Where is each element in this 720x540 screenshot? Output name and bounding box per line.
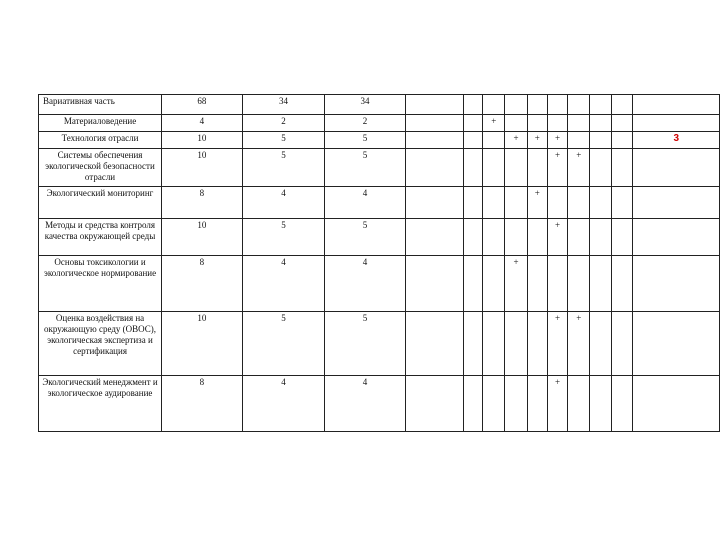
semester-mark-cell [527, 219, 547, 256]
semester-mark-cell [463, 115, 483, 132]
semester-mark-cell [611, 95, 633, 115]
practice-hours-cell: 5 [325, 132, 406, 149]
semester-mark-cell [611, 115, 633, 132]
semester-mark-cell [405, 149, 463, 187]
semester-mark-cell [527, 312, 547, 376]
credit-units-cell [633, 95, 720, 115]
semester-mark-cell [483, 376, 505, 432]
semester-mark-cell [505, 312, 528, 376]
semester-mark-cell: + [568, 149, 590, 187]
semester-mark-cell: + [505, 132, 528, 149]
total-hours-cell: 8 [162, 187, 243, 219]
table-row [39, 115, 720, 132]
semester-mark-cell [590, 376, 612, 432]
discipline-name: Основы токсикологии и экологическое нормирование [39, 256, 162, 312]
semester-mark-cell: + [527, 187, 547, 219]
semester-mark-cell [463, 312, 483, 376]
credit-units-cell: 3 [633, 132, 720, 149]
practice-hours-cell: 4 [325, 376, 406, 432]
table-row [39, 95, 720, 115]
semester-mark-cell [568, 187, 590, 219]
total-hours-cell: 10 [162, 149, 243, 187]
table-row [39, 187, 720, 219]
semester-mark-cell [483, 95, 505, 115]
semester-mark-cell [568, 376, 590, 432]
credit-units-cell [633, 256, 720, 312]
semester-mark-cell: + [547, 376, 568, 432]
semester-mark-cell [547, 256, 568, 312]
semester-mark-cell [463, 376, 483, 432]
lecture-hours-cell: 5 [242, 312, 325, 376]
semester-mark-cell [611, 132, 633, 149]
semester-mark-cell: + [547, 219, 568, 256]
discipline-name: Экологический мониторинг [39, 187, 162, 219]
semester-mark-cell [568, 95, 590, 115]
semester-mark-cell [463, 187, 483, 219]
semester-mark-cell [590, 312, 612, 376]
semester-mark-cell [405, 187, 463, 219]
semester-mark-cell [590, 115, 612, 132]
total-hours-cell: 4 [162, 115, 243, 132]
semester-mark-cell [505, 149, 528, 187]
semester-mark-cell [505, 95, 528, 115]
total-hours-cell: 8 [162, 376, 243, 432]
semester-mark-cell [483, 187, 505, 219]
credit-units-cell [633, 187, 720, 219]
semester-mark-cell [463, 132, 483, 149]
table-row [39, 312, 720, 376]
semester-mark-cell [590, 149, 612, 187]
credit-units-cell [633, 376, 720, 432]
practice-hours-cell: 34 [325, 95, 406, 115]
lecture-hours-cell: 4 [242, 256, 325, 312]
table-row [39, 149, 720, 187]
semester-mark-cell [483, 149, 505, 187]
total-hours-cell: 10 [162, 219, 243, 256]
practice-hours-cell: 4 [325, 187, 406, 219]
semester-mark-cell [527, 115, 547, 132]
semester-mark-cell [590, 187, 612, 219]
discipline-name: Методы и средства контроля качества окружающей среды [39, 219, 162, 256]
semester-mark-cell [405, 376, 463, 432]
semester-mark-cell [505, 219, 528, 256]
semester-mark-cell [483, 132, 505, 149]
semester-mark-cell [568, 132, 590, 149]
semester-mark-cell [590, 256, 612, 312]
semester-mark-cell [590, 219, 612, 256]
semester-mark-cell: + [527, 132, 547, 149]
semester-mark-cell [611, 219, 633, 256]
semester-mark-cell: + [483, 115, 505, 132]
semester-mark-cell [547, 187, 568, 219]
lecture-hours-cell: 34 [242, 95, 325, 115]
semester-mark-cell [527, 149, 547, 187]
practice-hours-cell: 4 [325, 256, 406, 312]
discipline-name: Технология отрасли [39, 132, 162, 149]
semester-mark-cell [611, 187, 633, 219]
semester-mark-cell [463, 95, 483, 115]
discipline-name: Вариативная часть [39, 95, 162, 115]
practice-hours-cell: 5 [325, 219, 406, 256]
credit-units-cell [633, 312, 720, 376]
semester-mark-cell [405, 95, 463, 115]
semester-mark-cell [568, 256, 590, 312]
semester-mark-cell: + [568, 312, 590, 376]
semester-mark-cell [405, 312, 463, 376]
semester-mark-cell [611, 149, 633, 187]
discipline-name: Системы обеспечения экологической безопасности отрасли [39, 149, 162, 187]
semester-mark-cell: + [547, 149, 568, 187]
semester-mark-cell: + [505, 256, 528, 312]
discipline-name: Оценка воздействия на окружающую среду (ОВОС), экологическая экспертиза и сертификация [39, 312, 162, 376]
semester-mark-cell [590, 95, 612, 115]
total-hours-cell: 68 [162, 95, 243, 115]
semester-mark-cell [611, 312, 633, 376]
lecture-hours-cell: 4 [242, 376, 325, 432]
semester-mark-cell: + [547, 132, 568, 149]
semester-mark-cell [611, 376, 633, 432]
table-row [39, 132, 720, 149]
semester-mark-cell [568, 115, 590, 132]
total-hours-cell: 10 [162, 132, 243, 149]
semester-mark-cell [463, 149, 483, 187]
lecture-hours-cell: 4 [242, 187, 325, 219]
semester-mark-cell [505, 115, 528, 132]
semester-mark-cell: + [547, 312, 568, 376]
credit-units-cell [633, 115, 720, 132]
semester-mark-cell [483, 312, 505, 376]
semester-mark-cell [505, 376, 528, 432]
lecture-hours-cell: 5 [242, 132, 325, 149]
total-hours-cell: 8 [162, 256, 243, 312]
semester-mark-cell [463, 219, 483, 256]
semester-mark-cell [590, 132, 612, 149]
semester-mark-cell [527, 256, 547, 312]
semester-mark-cell [463, 256, 483, 312]
practice-hours-cell: 5 [325, 312, 406, 376]
semester-mark-cell [483, 219, 505, 256]
credit-units-cell [633, 149, 720, 187]
table-row [39, 376, 720, 432]
semester-mark-cell [505, 187, 528, 219]
semester-mark-cell [405, 115, 463, 132]
table-row [39, 256, 720, 312]
semester-mark-cell [405, 132, 463, 149]
semester-mark-cell [405, 256, 463, 312]
practice-hours-cell: 2 [325, 115, 406, 132]
semester-mark-cell [547, 115, 568, 132]
total-hours-cell: 10 [162, 312, 243, 376]
practice-hours-cell: 5 [325, 149, 406, 187]
table-body [39, 95, 720, 432]
credit-units-cell [633, 219, 720, 256]
semester-mark-cell [611, 256, 633, 312]
table-row [39, 219, 720, 256]
discipline-name: Материаловедение [39, 115, 162, 132]
semester-mark-cell [405, 219, 463, 256]
semester-mark-cell [527, 376, 547, 432]
discipline-name: Экологический менеджмент и экологическое аудирование [39, 376, 162, 432]
lecture-hours-cell: 5 [242, 149, 325, 187]
semester-mark-cell [527, 95, 547, 115]
semester-mark-cell [568, 219, 590, 256]
curriculum-table [38, 94, 720, 432]
lecture-hours-cell: 2 [242, 115, 325, 132]
semester-mark-cell [483, 256, 505, 312]
lecture-hours-cell: 5 [242, 219, 325, 256]
semester-mark-cell [547, 95, 568, 115]
